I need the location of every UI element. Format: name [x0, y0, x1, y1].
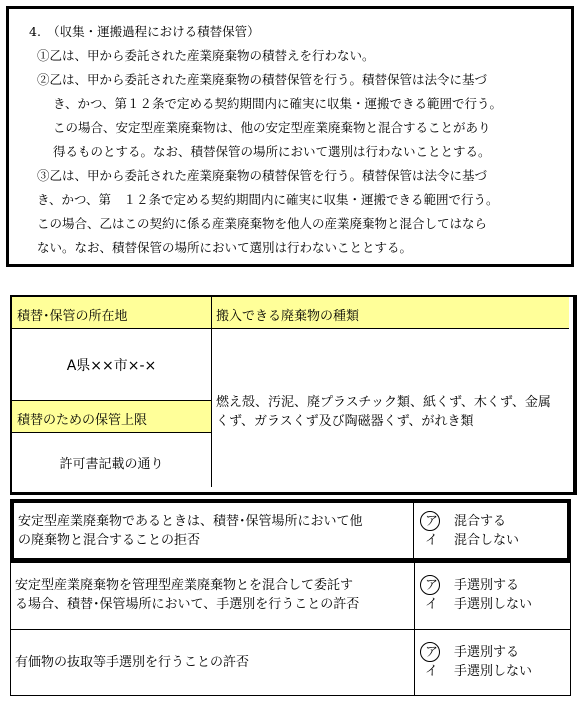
clause-item-3-line-3: この場合、乙はこの契約に係る産業廃棄物を他人の産業廃棄物と混合してはなら [37, 216, 488, 231]
option-a-text: 混合する [454, 514, 507, 529]
option-b-text: 手選別しない [454, 597, 533, 612]
mixed-sorting-question-line-1: 安定型産業廃棄物を管理型産業廃棄物とを混合して委託す [15, 578, 354, 593]
column-divider [413, 503, 414, 558]
location-value: A県××市×-× [12, 329, 212, 401]
mixing-question-line-2: の廃棄物と混合することの拒否 [18, 533, 201, 548]
waste-types-header: 搬入できる廃棄物の種類 [212, 297, 569, 329]
row-divider [11, 629, 570, 630]
sorting-rows [10, 562, 571, 696]
valuables-sorting-question: 有価物の抜取等手選別を行うことの許否 [15, 655, 250, 670]
clause-item-3-line-4: ない。なお、積替保管の場所において選別は行わないこととする。 [37, 240, 413, 255]
option-a-text: 手選別する [454, 578, 520, 593]
waste-types-cell [212, 329, 569, 487]
option-b-text: 手選別しない [454, 664, 533, 679]
mixing-refusal-row [10, 499, 571, 562]
storage-table [10, 295, 577, 495]
option-b-mark: イ [425, 664, 439, 679]
clause-item-2-line-1: ②乙は、甲から委託された産業廃棄物の積替保管を行う。積替保管は法令に基づ [37, 72, 488, 87]
storage-limit-header: 積替のための保管上限 [12, 401, 212, 433]
waste-types-line-2: くず、ガラスくず及び陶磁器くず、がれき類 [216, 414, 474, 429]
option-a-text: 手選別する [454, 645, 520, 660]
waste-types-line-1: 燃え殻、汚泥、廃プラスチック類、紙くず、木くず、金属 [216, 395, 551, 410]
clause-item-1: ①乙は、甲から委託された産業廃棄物の積替えを行わない。 [37, 48, 375, 63]
option-a-mark: ア [425, 514, 439, 529]
option-a-mark: ア [425, 578, 439, 593]
clause-item-2-line-3: この場合、安定型産業廃棄物は、他の安定型産業廃棄物と混合することがあり [53, 120, 491, 135]
clause-item-2-line-2: き、かつ、第１２条で定める契約期間内に確実に収集・運搬できる範囲で行う。 [53, 96, 503, 111]
option-b-mark: イ [425, 597, 439, 612]
option-b-mark: イ [425, 533, 439, 548]
option-b-text: 混合しない [454, 533, 520, 548]
location-header: 積替･保管の所在地 [12, 297, 212, 329]
option-a-mark: ア [425, 645, 439, 660]
mixing-question-line-1: 安定型産業廃棄物であるときは、積替･保管場所において他 [18, 514, 363, 529]
mixed-sorting-question-line-2: る場合、積替･保管場所において、手選別を行うことの許否 [15, 597, 360, 612]
storage-limit-value: 許可書記載の通り [12, 433, 212, 487]
clause-heading: 4. （収集・運搬過程における積替保管） [29, 24, 260, 39]
clause-item-2-line-4: 得るものとする。なお、積替保管の場所において選別は行わないこととする。 [53, 144, 491, 159]
clause-4-box [6, 6, 574, 267]
clause-item-3-line-2: き、かつ、第 １２条で定める契約期間内に確実に収集・運搬できる範囲で行う。 [37, 192, 499, 207]
clause-item-3-line-1: ③乙は、甲から委託された産業廃棄物の積替保管を行う。積替保管は法令に基づ [37, 168, 488, 183]
